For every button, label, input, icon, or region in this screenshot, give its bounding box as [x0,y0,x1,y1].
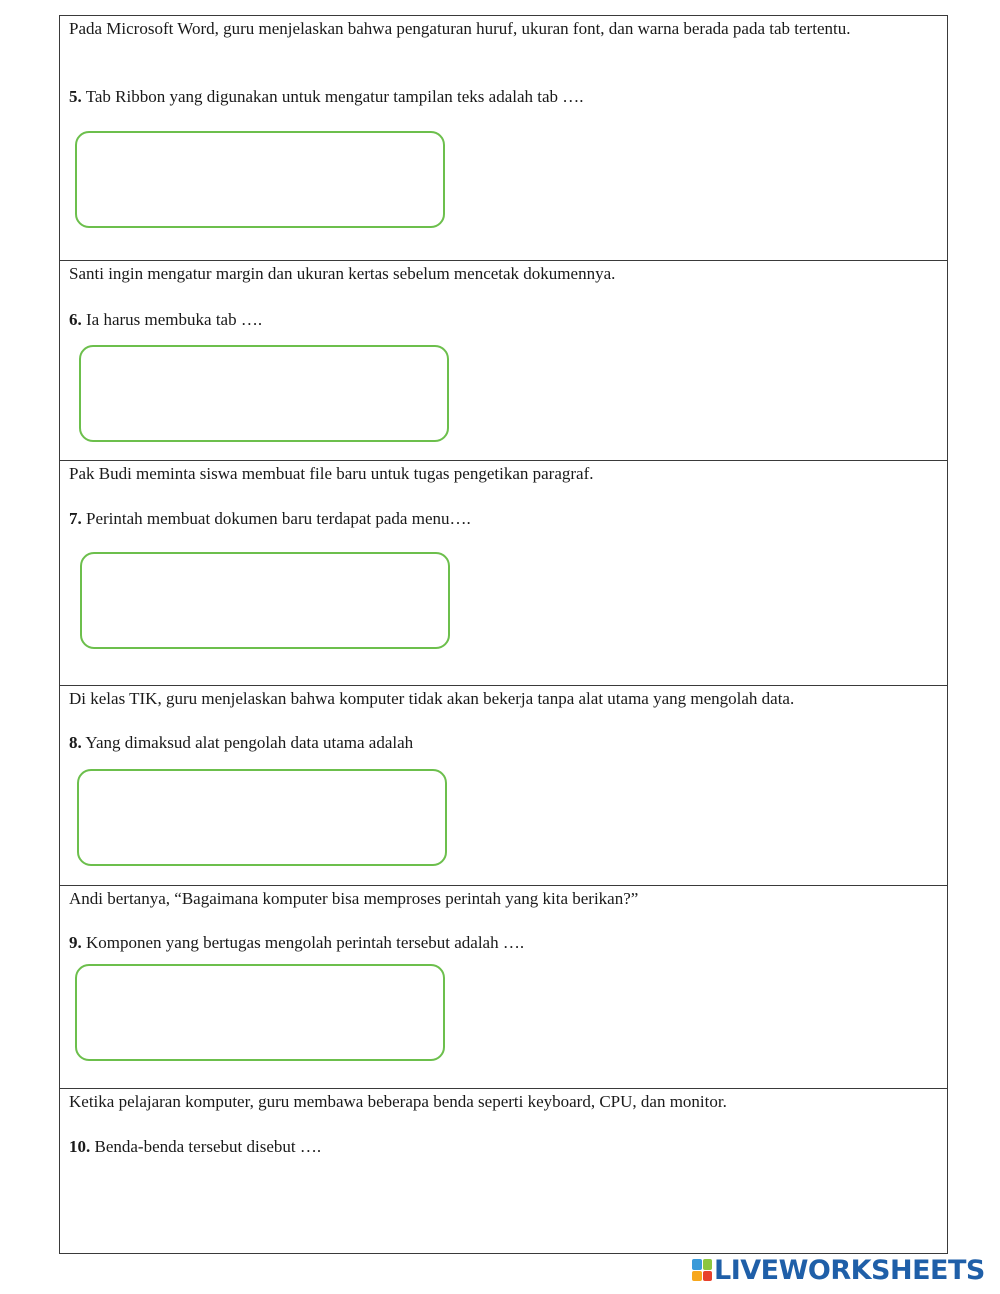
question-text [69,309,262,331]
question-text [69,86,584,108]
question-number: 10. [69,1137,91,1156]
question-prompt: Ia harus membuka tab …. [81,310,263,329]
question-context: Santi ingin mengatur margin dan ukuran kertas sebelum mencetak dokumennya. [69,264,616,283]
question-row-5 [60,16,947,261]
question-context: Pak Budi meminta siswa membuat file baru untuk tugas pengetikan paragraf. [69,464,594,483]
question-context: Andi bertanya, “Bagaimana komputer bisa memproses perintah yang kita berikan?” [69,889,639,908]
answer-input-5[interactable] [75,131,445,228]
question-text [69,1136,321,1158]
question-row-7 [60,461,947,686]
question-context: Pada Microsoft Word, guru menjelaskan bahwa pengaturan huruf, ukuran font, dan warna berada pada tab tertentu. [69,19,851,38]
question-number: 7. [69,509,82,528]
question-context: Ketika pelajaran komputer, guru membawa beberapa benda seperti keyboard, CPU, dan monitor. [69,1092,727,1111]
question-row-10 [60,1089,947,1253]
question-prompt: Komponen yang bertugas mengolah perintah tersebut adalah …. [81,933,525,952]
question-number: 8. [69,733,82,752]
answer-input-6[interactable] [79,345,449,442]
answer-input-7[interactable] [80,552,450,649]
question-prompt: Perintah membuat dokumen baru terdapat pada menu…. [81,509,471,528]
question-number: 9. [69,933,82,952]
question-row-6 [60,261,947,461]
logo-square [692,1259,702,1270]
question-prompt: Tab Ribbon yang digunakan untuk mengatur tampilan teks adalah tab …. [81,87,584,106]
liveworksheets-brand [692,1255,985,1285]
question-row-8 [60,686,947,886]
liveworksheets-logo-icon [692,1259,712,1281]
question-text [69,932,524,954]
answer-input-8[interactable] [77,769,447,866]
question-number: 6. [69,310,82,329]
brand-name: LIVEWORKSHEETS [714,1254,985,1286]
answer-input-9[interactable] [75,964,445,1061]
logo-square [703,1259,713,1270]
logo-square [703,1271,713,1282]
question-text [69,732,413,754]
question-prompt: Yang dimaksud alat pengolah data utama adalah [81,733,414,752]
question-row-9 [60,886,947,1089]
question-prompt: Benda-benda tersebut disebut …. [90,1137,322,1156]
logo-square [692,1271,702,1282]
question-number: 5. [69,87,82,106]
question-text [69,508,471,530]
worksheet-table [59,15,948,1254]
question-context: Di kelas TIK, guru menjelaskan bahwa komputer tidak akan bekerja tanpa alat utama yang mengolah data. [69,689,795,708]
